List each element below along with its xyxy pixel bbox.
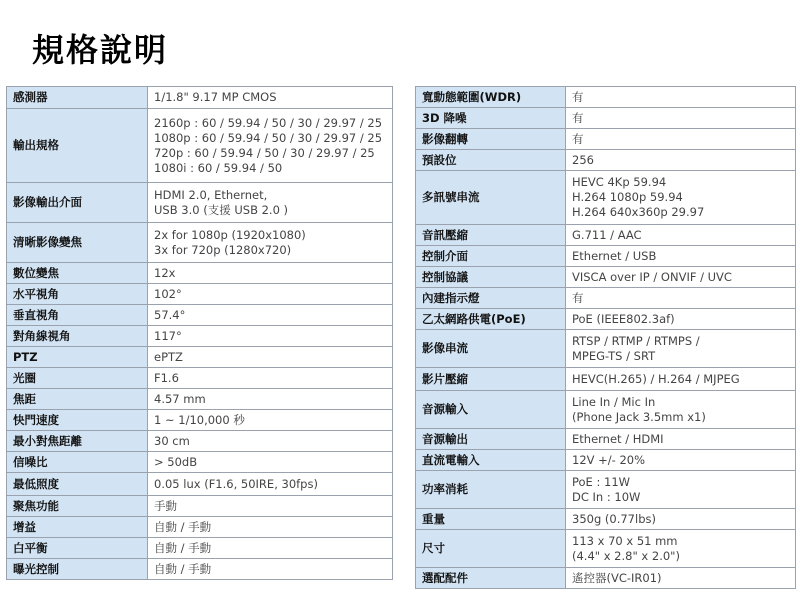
spec-label: 重量 [416,509,566,530]
table-row [416,225,796,246]
spec-value: 有 [566,129,796,150]
table-row [7,347,393,368]
spec-value: HEVC 4Kp 59.94 H.264 1080p 59.94 H.264 640x360p 29.97 [566,171,796,225]
spec-table-left [6,86,393,580]
spec-label: 3D 降噪 [416,108,566,129]
spec-value: 30 cm [148,431,393,452]
spec-value: 102° [148,284,393,305]
spec-table-right [415,86,796,589]
spec-label: 影片壓縮 [416,368,566,391]
table-row [416,309,796,330]
table-row [416,87,796,108]
table-row [416,530,796,568]
spec-label: PTZ [7,347,148,368]
spec-label: 垂直視角 [7,305,148,326]
table-row [7,559,393,580]
spec-value: Ethernet / USB [566,246,796,267]
table-row [416,391,796,429]
spec-value: 手動 [148,496,393,517]
table-row [7,410,393,431]
spec-value: F1.6 [148,368,393,389]
spec-label: 光圈 [7,368,148,389]
spec-value: 有 [566,288,796,309]
table-row [7,87,393,109]
spec-value: G.711 / AAC [566,225,796,246]
spec-value: 117° [148,326,393,347]
spec-value: VISCA over IP / ONVIF / UVC [566,267,796,288]
spec-label: 控制介面 [416,246,566,267]
spec-label: 信噪比 [7,452,148,473]
spec-value: HEVC(H.265) / H.264 / MJPEG [566,368,796,391]
spec-label: 最小對焦距離 [7,431,148,452]
spec-label: 清晰影像變焦 [7,223,148,263]
table-row [416,330,796,368]
spec-label: 影像輸出介面 [7,183,148,223]
spec-label: 音源輸出 [416,429,566,450]
table-row [416,429,796,450]
spec-value: 1/1.8" 9.17 MP CMOS [148,87,393,109]
spec-value: RTSP / RTMP / RTMPS / MPEG-TS / SRT [566,330,796,368]
table-row [7,473,393,496]
table-row [7,389,393,410]
spec-value: 自動 / 手動 [148,538,393,559]
table-row [416,368,796,391]
spec-label: 預設位 [416,150,566,171]
spec-value: HDMI 2.0, Ethernet, USB 3.0 (支援 USB 2.0 ) [148,183,393,223]
spec-label: 增益 [7,517,148,538]
table-row [416,471,796,509]
table-row [7,431,393,452]
table-row [416,568,796,589]
spec-label: 寬動態範圍(WDR) [416,87,566,108]
table-row [416,246,796,267]
spec-label: 最低照度 [7,473,148,496]
spec-value: 1 ~ 1/10,000 秒 [148,410,393,431]
table-row [416,450,796,471]
spec-label: 水平視角 [7,284,148,305]
spec-value: 2x for 1080p (1920x1080) 3x for 720p (1280x720) [148,223,393,263]
table-row [7,109,393,183]
spec-value: PoE : 11W DC In : 10W [566,471,796,509]
spec-label: 乙太網路供電(PoE) [416,309,566,330]
spec-value: 113 x 70 x 51 mm (4.4" x 2.8" x 2.0") [566,530,796,568]
spec-value: 有 [566,87,796,108]
spec-label: 音訊壓縮 [416,225,566,246]
table-row [7,538,393,559]
table-row [7,452,393,473]
table-row [7,517,393,538]
spec-label: 尺寸 [416,530,566,568]
spec-label: 對角線視角 [7,326,148,347]
spec-value: 12x [148,263,393,284]
table-row [7,368,393,389]
spec-value: 2160p : 60 / 59.94 / 50 / 30 / 29.97 / 25 1080p : 60 / 59.94 / 50 / 30 / 29.97 / 25 720p : 60 / 59.94 / 50 / 30 / 29.97 / 25 1080i : 60 / 59.94 / 50 [148,109,393,183]
spec-label: 直流電輸入 [416,450,566,471]
page-title: 規格說明 [32,31,169,69]
spec-value: 57.4° [148,305,393,326]
spec-value: 0.05 lux (F1.6, 50IRE, 30fps) [148,473,393,496]
spec-value: Line In / Mic In (Phone Jack 3.5mm x1) [566,391,796,429]
table-row [7,326,393,347]
spec-label: 快門速度 [7,410,148,431]
spec-value: 256 [566,150,796,171]
spec-label: 影像串流 [416,330,566,368]
table-row [416,509,796,530]
table-row [416,108,796,129]
spec-label: 數位變焦 [7,263,148,284]
spec-value: 有 [566,108,796,129]
spec-label: 控制協議 [416,267,566,288]
table-row [7,305,393,326]
spec-label: 功率消耗 [416,471,566,509]
table-row [7,496,393,517]
spec-label: 焦距 [7,389,148,410]
spec-label: 曝光控制 [7,559,148,580]
spec-value: 遙控器(VC-IR01) [566,568,796,589]
spec-value: 自動 / 手動 [148,517,393,538]
table-row [416,150,796,171]
spec-label: 輸出規格 [7,109,148,183]
table-row [7,263,393,284]
table-row [7,284,393,305]
table-row [7,223,393,263]
spec-label: 影像翻轉 [416,129,566,150]
spec-label: 聚焦功能 [7,496,148,517]
spec-value: 自動 / 手動 [148,559,393,580]
spec-value: PoE (IEEE802.3af) [566,309,796,330]
spec-value: 12V +/- 20% [566,450,796,471]
table-row [7,183,393,223]
table-row [416,267,796,288]
spec-value: > 50dB [148,452,393,473]
table-row [416,129,796,150]
spec-label: 選配配件 [416,568,566,589]
spec-value: ePTZ [148,347,393,368]
spec-value: 4.57 mm [148,389,393,410]
table-row [416,288,796,309]
spec-value: Ethernet / HDMI [566,429,796,450]
spec-label: 音源輸入 [416,391,566,429]
table-row [416,171,796,225]
spec-label: 白平衡 [7,538,148,559]
spec-label: 多訊號串流 [416,171,566,225]
spec-value: 350g (0.77lbs) [566,509,796,530]
spec-label: 感測器 [7,87,148,109]
spec-label: 內建指示燈 [416,288,566,309]
